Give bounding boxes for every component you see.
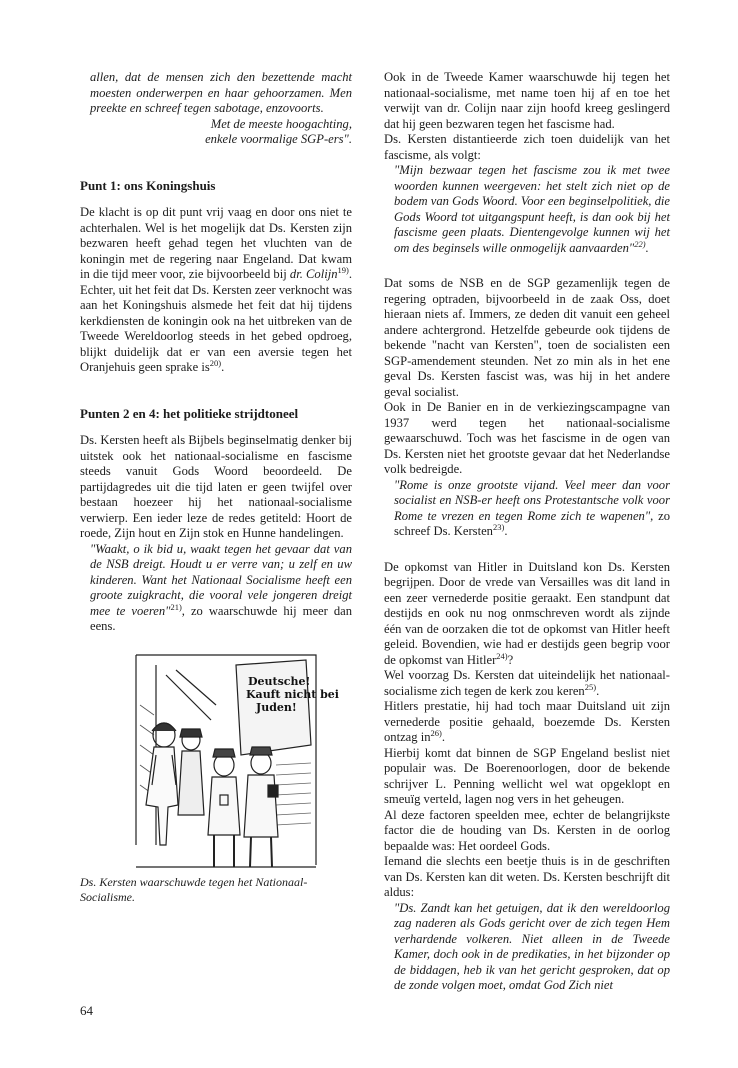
text: . <box>645 240 649 255</box>
footnote-ref: 23) <box>492 521 505 532</box>
text: . <box>596 683 600 698</box>
quote-text: "Rome is onze grootste vijand. Veel meer dan voor socialist en NSB-er heeft ons Protestantsche volk voor Rome te vrezen en tegen Rome zich te wapenen" <box>394 477 670 523</box>
heading-strijdtoneel: Punten 2 en 4: het politieke strijdtoneel <box>80 405 299 421</box>
closing-line-1: Met de meeste hoogachting, <box>210 116 352 131</box>
quote-rome <box>384 478 670 540</box>
sign-text: Deutsche! Kauft nicht bei Juden! <box>246 674 339 714</box>
paragraph-engeland: Hierbij komt dat binnen de SGP Engeland beslist niet populair was. De Boerenoorlogen, door de bekende schrijver L. Penning wellicht wel wat opgeklopt en smeuïg verteld, lagen nog vers in het geheugen. <box>384 745 670 806</box>
footnote-ref: 26) <box>430 727 442 738</box>
quote-text: "Mijn bezwaar tegen het fascisme zou ik met twee woorden kunnen weergeven: het stelt zich niet op de bodem van Gods Woord. Voor een beginselpolitiek, die Gods Woord tot uitgangspunt heeft, is dan ook bij het fascisme geen plaats. Dientengevolge kunnen wij het om des beginsels wille onmogelijk aanvaarden" <box>394 163 670 255</box>
paragraph-prestatie <box>384 699 670 746</box>
footnote-ref: 19) <box>337 264 349 275</box>
paragraph-kerk <box>384 668 670 699</box>
paragraph-banier: Ook in De Banier en in de verkiezingscampagne van 1937 werd tegen het nationaal-socialisme gewaarschuwd. Toch was het fascisme in de ogen van Ds. Kersten niet het grootste gevaar dat het Nederlandse volk bedreigde. <box>384 400 670 476</box>
left-column <box>80 70 352 906</box>
closing-line-2: enkele voormalige SGP-ers". <box>205 132 352 146</box>
quote-waakt <box>80 542 352 635</box>
text: De opkomst van Hitler in Duitsland kon Ds. Kersten begrijpen. Door de vrede van Versailles was dit land in een zeer vernederde positie geraakt. Een standpunt dat destijds en ook nu nog onmschreven wordt als zijnde één van de oorzaken die tot de opkomst van Hitler heeft geleid. Bovendien, wie had er destijds geen begrip voor de opkomst van Hitler <box>384 559 670 667</box>
text: ? <box>507 652 514 667</box>
paragraph-kamer: Ook in de Tweede Kamer waarschuwde hij tegen het nationaal-socialisme, met name toen hij af en toe het verwijt van dr. Colijn naar zijn hoofd kreeg geslingerd dat hij geen bezwaren tegen het fascisme had. <box>384 70 670 131</box>
quote-fascisme <box>384 163 670 256</box>
intro-quote: allen, dat de mensen zich den bezettende macht moesten onderwerpen en haar gehoorzamen. Men preekte en schreef tegen sabotage, enzovoorts. <box>90 70 352 115</box>
text: . <box>221 360 225 374</box>
text: . Echter, uit het feit dat Ds. Kersten zeer verknocht was aan het Koningshuis alsmede het feit dat hij tijdens kerkdiensten de koningin ook na het uitbreken van de Tweede Wereldoorlog steeds in het gebed opdroeg, blijkt duidelijk dat er van een aversie tegen het Oranjehuis geen sprake is <box>80 267 353 374</box>
quote-zandt: "Ds. Zandt kan het getuigen, dat ik den wereldoorlog zag naderen als Gods gericht over de zich tegen Hem verhardende volkeren. Niet alleen in de Tweede Kamer, doch ook in de predikaties, in het bijzonder op de biddagen, heb ik van het gericht gesproken, dat op de zonde volgen moet, omdat God Zich niet <box>394 900 670 992</box>
text: Hitlers prestatie, hij had toch maar Duitsland uit zijn vernederde positie gehaald, boezemde Ds. Kersten ontzag in <box>384 699 670 744</box>
quote-text: "Waakt, o ik bid u, waakt tegen het gevaar dat van de NSB dreigt. Houdt u er verre van; u zelf en uw kinderen. Want het Nationaal Socialisme heeft een groote zuigkracht, die vooral vele jongeren dreigt mee te voeren" <box>90 541 352 618</box>
footnote-ref: 25) <box>584 681 597 692</box>
footnote-ref: 24) <box>496 650 508 661</box>
illustration <box>116 645 339 875</box>
right-column <box>384 70 670 994</box>
footnote-ref: 22) <box>634 238 646 249</box>
paragraph-geschriften: Iemand die slechts een beetje thuis is in de geschriften van Ds. Kersten kan dit weten. Ds. Kersten beschrijft dit aldus: <box>384 854 670 899</box>
text: , zo waarschuwde hij meer dan eens. <box>90 603 352 633</box>
boycott-drawing <box>116 645 339 875</box>
figure-caption: Ds. Kersten waarschuwde tegen het Nationaal-Socialisme. <box>80 874 308 904</box>
closing-salutation <box>80 117 352 148</box>
text: . <box>441 730 446 744</box>
colijn-ref: dr. Colijn <box>289 267 338 281</box>
paragraph-strijdtoneel: Ds. Kersten heeft als Bijbels beginselmatig denker bij uitstek ook het nationaal-socialisme en fascisme steeds vanuit Gods Woord beoordeeld. De partijdagredes uit die tijd laten er geen twijfel over bestaan hoezeer hij het nationaal-socialisme verwierp. Een ieder leze de redes getiteld: Hoort de roede, Zijn hout en Zijn stok en Hunne handelingen. <box>80 433 352 540</box>
paragraph-hitler <box>384 560 670 669</box>
heading-koningshuis: Punt 1: ons Koningshuis <box>80 177 216 193</box>
text: Wel voorzag Ds. Kersten dat uiteindelijk het nationaal-socialisme zich tegen de kerk zou keren <box>384 668 670 698</box>
text: . <box>504 524 508 538</box>
paragraph-distantieerde: Ds. Kersten distantieerde zich toen duidelijk van het fascisme, als volgt: <box>384 132 670 162</box>
paragraph-nsb-sgp: Dat soms de NSB en de SGP gezamenlijk tegen de regering optraden, bijvoorbeeld in de zaak Oss, doet hieraan niets af. Immers, ze deden dit vanuit een geheel andere achtergrond. Hetzelfde gebeurde ook tijdens de bekende "nacht van Kersten", toen de socialisten een SGP-amendement steunden. Net zo min als in het ene geval Ds. Kersten fascist was, was hij in het andere geval socialist. <box>384 276 670 399</box>
text: , zo schreef Ds. Kersten <box>394 508 670 538</box>
footnote-ref: 20) <box>209 357 222 368</box>
page-number: 64 <box>80 1003 93 1018</box>
text: De klacht is op dit punt vrij vaag en door ons niet te achterhalen. Wel is het mogelijk dat Ds. Kersten zijn bezwaren heeft gehad tegen het vluchten van de koningin met de regering naar Engeland. Dat kwam in die tijd meer voor, zie bijvoorbeeld bij <box>80 205 352 281</box>
paragraph-factoren: Al deze factoren speelden mee, echter de belangrijkste factor die de houding van Ds. Kersten in de oorlog bepaalde was: Het oordeel Gods. <box>384 807 670 853</box>
footnote-ref: 21) <box>170 601 182 612</box>
paragraph-koningshuis <box>80 205 352 376</box>
